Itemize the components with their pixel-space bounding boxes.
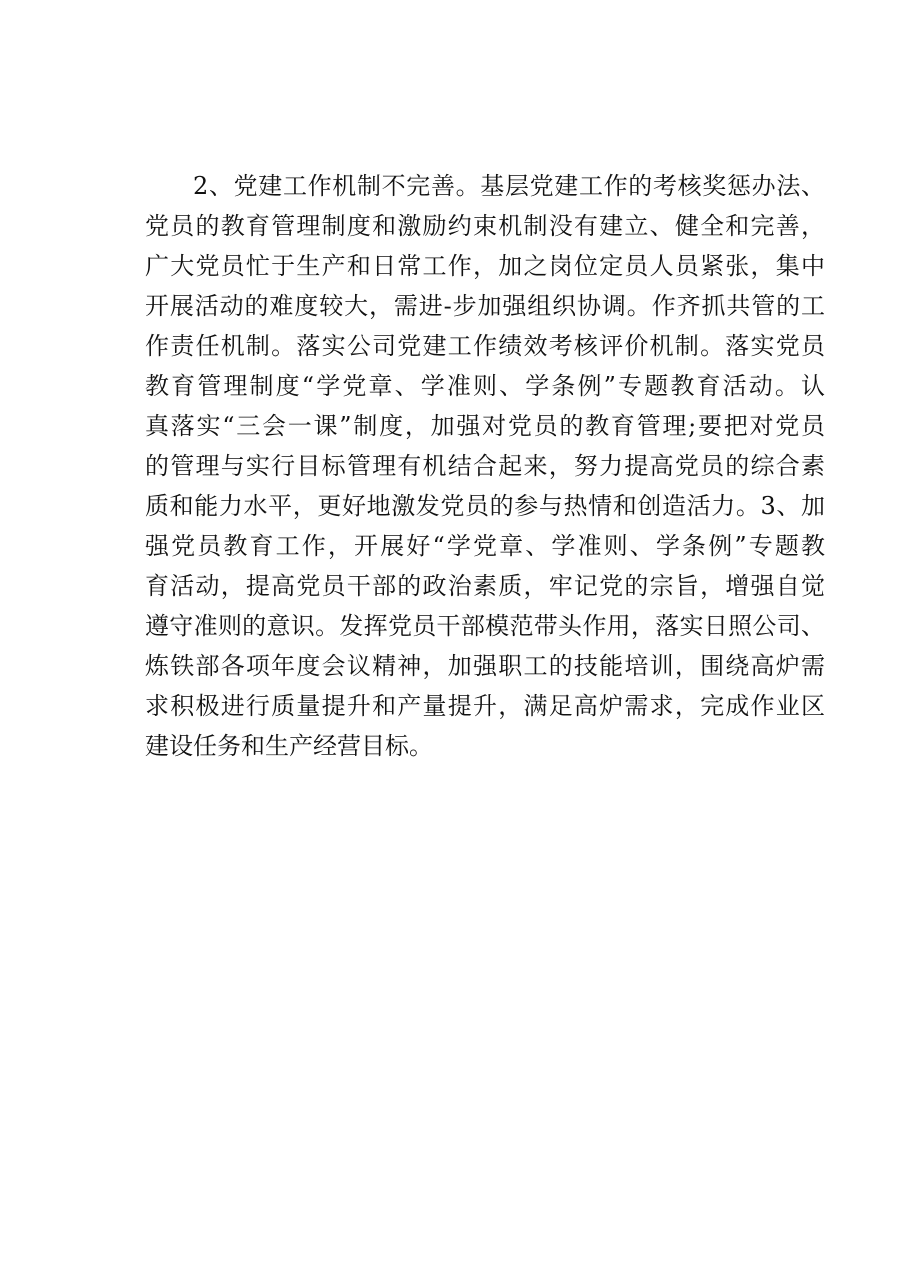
paragraph-line: 建设任务和生产经营目标。	[145, 732, 433, 760]
paragraph-line: 的管理与实行目标管理有机结合起来，努力提高党员的综合素	[145, 452, 825, 480]
paragraph-line: 党员的教育管理制度和激励约束机制没有建立、健全和完善，	[145, 212, 825, 240]
paragraph-line: 教育管理制度“学党章、学准则、学条例”专题教育活动。认	[145, 372, 825, 400]
paragraph-line: 炼铁部各项年度会议精神，加强职工的技能培训，围绕高炉需	[145, 652, 825, 680]
paragraph-line: 2、党建工作机制不完善。基层党建工作的考核奖惩办法、	[193, 172, 825, 200]
paragraph-line: 质和能力水平，更好地激发党员的参与热情和创造活力。3、加	[145, 492, 825, 520]
paragraph-line: 求积极进行质量提升和产量提升，满足高炉需求，完成作业区	[145, 692, 825, 720]
paragraph-line: 开展活动的难度较大，需进-步加强组织协调。作齐抓共管的工	[145, 292, 825, 320]
paragraph-line: 遵守准则的意识。发挥党员干部模范带头作用，落实日照公司、	[145, 612, 825, 640]
paragraph-line: 广大党员忙于生产和日常工作，加之岗位定员人员紧张，集中	[145, 252, 825, 280]
paragraph-line: 真落实“三会一课”制度，加强对党员的教育管理;要把对党员	[145, 412, 825, 440]
paragraph-line: 育活动，提高党员干部的政治素质，牢记党的宗旨，增强自觉	[145, 572, 825, 600]
paragraph-line: 强党员教育工作，开展好“学党章、学准则、学条例”专题教	[145, 532, 825, 560]
body-paragraph	[145, 166, 825, 766]
paragraph-line: 作责任机制。落实公司党建工作绩效考核评价机制。落实党员	[145, 332, 825, 360]
